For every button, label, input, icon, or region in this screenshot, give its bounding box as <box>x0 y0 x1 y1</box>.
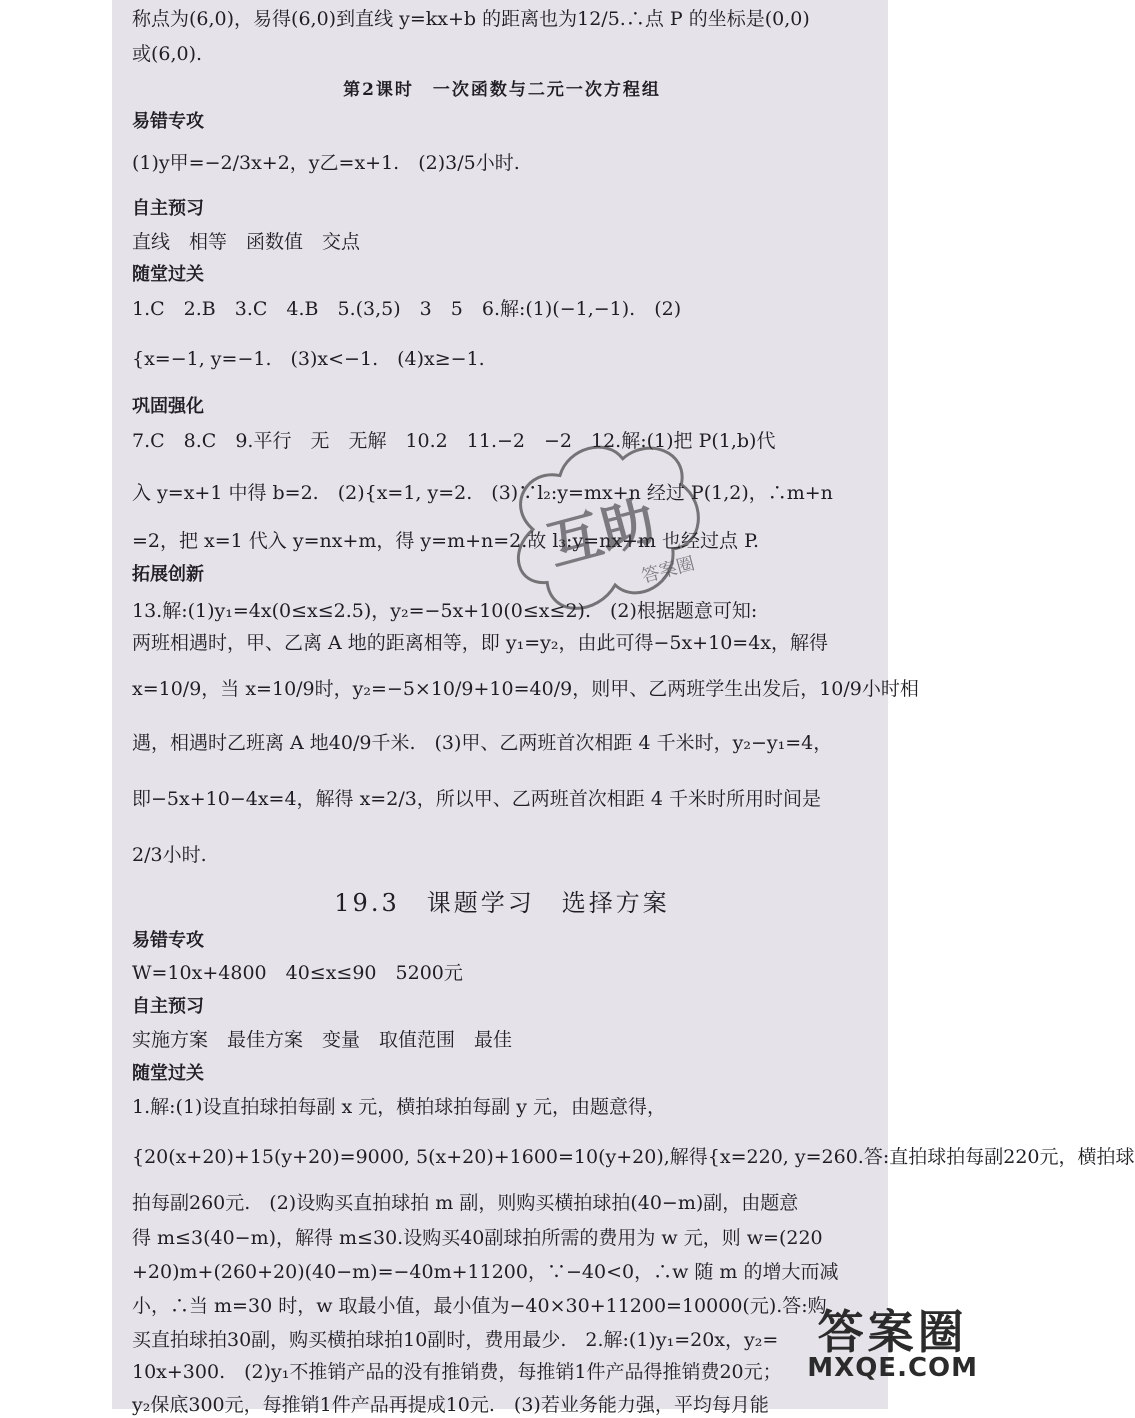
answer-line: x=10/9，当 x=10/9时，y₂=−5×10/9+10=40/9，则甲、乙两班学生出发后，10/9小时相 <box>132 678 919 700</box>
answer-line: W=10x+4800 40≤x≤90 5200元 <box>132 962 463 984</box>
answer-line: 1.C 2.B 3.C 4.B 5.(3,5) 3 5 6.解:(1)(−1,−1). (2) <box>132 298 682 320</box>
section-heading: 巩固强化 <box>132 396 204 417</box>
answer-line: {20(x+20)+15(y+20)=9000, 5(x+20)+1600=10(y+20),解得{x=220, y=260.答:直拍球拍每副220元，横拍球 <box>132 1146 1135 1168</box>
answer-line: 7.C 8.C 9.平行 无 无解 10.2 11.−2 −2 12.解:(1)把 P(1,b)代 <box>132 430 776 452</box>
lesson-title: 第2课时 一次函数与二元一次方程组 <box>343 80 661 100</box>
watermark-url: MXQE.COM <box>807 1353 978 1383</box>
answer-line: (1)y甲=−2/3x+2，y乙=x+1. (2)3/5小时. <box>132 152 520 174</box>
answer-line: {x=−1, y=−1. (3)x<−1. (4)x≥−1. <box>132 348 485 370</box>
answer-line: 小，∴当 m=30 时，w 取最小值，最小值为−40×30+11200=10000(元).答:购 <box>132 1295 827 1317</box>
section-title: 19.3 课题学习 选择方案 <box>334 889 670 917</box>
answer-line: 两班相遇时，甲、乙离 A 地的距离相等，即 y₁=y₂，由此可得−5x+10=4x，解得 <box>132 632 829 654</box>
section-heading: 易错专攻 <box>132 111 204 132</box>
answer-line: 得 m≤3(40−m)，解得 m≤30.设购买40副球拍所需的费用为 w 元，则 w=(220 <box>132 1227 823 1249</box>
answer-line: 1.解:(1)设直拍球拍每副 x 元，横拍球拍每副 y 元，由题意得， <box>132 1096 667 1118</box>
answer-line: 2/3小时. <box>132 844 207 866</box>
section-heading: 自主预习 <box>132 198 204 219</box>
stamp-small-text: 答案圈 <box>639 553 697 588</box>
stamp-text: 互助 <box>540 488 662 578</box>
intro-line-1: 称点为(6,0)，易得(6,0)到直线 y=kx+b 的距离也为12/5.∴点 P 的坐标是(0,0) <box>132 8 810 30</box>
answer-line: 遇，相遇时乙班离 A 地40/9千米. (3)甲、乙两班首次相距 4 千米时，y₂−y₁=4， <box>132 732 833 754</box>
watermark-main: 答案圈 <box>817 1305 968 1359</box>
answer-line: 入 y=x+1 中得 b=2. (2){x=1, y=2. (3)∵l₂:y=mx+n 经过 P(1,2)，∴m+n <box>132 482 833 504</box>
answer-line: 实施方案 最佳方案 变量 取值范围 最佳 <box>132 1029 513 1051</box>
section-heading: 易错专攻 <box>132 930 204 951</box>
answer-line: =2，把 x=1 代入 y=nx+m，得 y=m+n=2.故 l₃:y=nx+m 也经过点 P. <box>132 530 760 552</box>
answer-line: 即−5x+10−4x=4，解得 x=2/3，所以甲、乙两班首次相距 4 千米时所用时间是 <box>132 788 821 810</box>
answer-line: 直线 相等 函数值 交点 <box>132 231 361 253</box>
section-heading: 自主预习 <box>132 996 204 1017</box>
answer-line: 13.解:(1)y₁=4x(0≤x≤2.5)，y₂=−5x+10(0≤x≤2). (2)根据题意可知: <box>132 600 758 622</box>
answer-line: 买直拍球拍30副，购买横拍球拍10副时，费用最少. 2.解:(1)y₁=20x，y₂= <box>132 1329 779 1351</box>
section-heading: 拓展创新 <box>132 564 204 585</box>
intro-line-2: 或(6,0). <box>132 43 203 65</box>
answer-line: y₂保底300元，每推销1件产品再提成10元. (3)若业务能力强，平均每月能 <box>132 1394 769 1416</box>
section-heading: 随堂过关 <box>132 1063 204 1084</box>
answer-line: 拍每副260元. (2)设购买直拍球拍 m 副，则购买横拍球拍(40−m)副，由题意 <box>132 1192 799 1214</box>
section-heading: 随堂过关 <box>132 264 204 285</box>
answer-line: +20)m+(260+20)(40−m)=−40m+11200，∵−40<0，∴w 随 m 的增大而减 <box>132 1261 839 1283</box>
answer-line: 10x+300. (2)y₁不推销产品的没有推销费，每推销1件产品得推销费20元； <box>132 1361 782 1383</box>
site-watermark <box>807 1305 978 1383</box>
